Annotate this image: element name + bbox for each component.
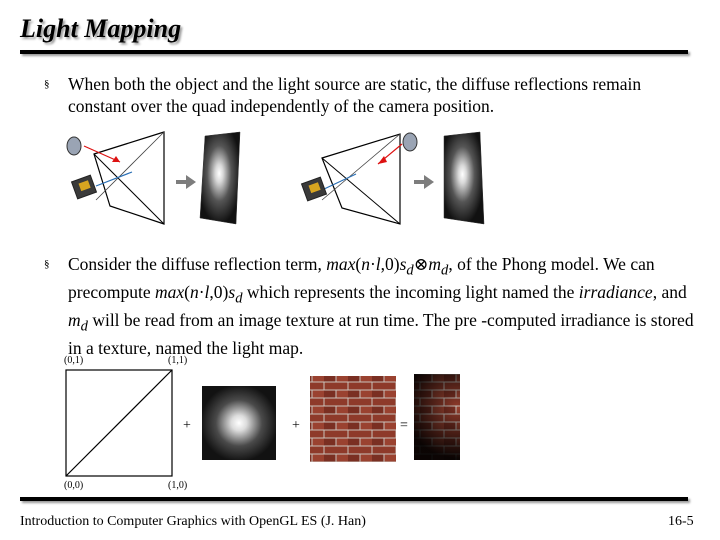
- formula-sub-d: d: [80, 318, 88, 335]
- formula-otimes: ⊗: [413, 254, 429, 274]
- formula-l: l: [375, 254, 381, 274]
- formula-max-1: max: [326, 254, 356, 274]
- lightmap-image: [202, 386, 276, 460]
- brick-texture-image: [310, 376, 396, 462]
- uv-label-00: (0,0): [64, 480, 84, 491]
- text-run: which represents the incoming light named the: [242, 282, 579, 302]
- formula-l: l: [204, 282, 210, 302]
- plus-sign-2: +: [292, 418, 300, 433]
- formula-part: ,0): [380, 254, 400, 274]
- lightmap-texture-2: [444, 132, 484, 224]
- formula-part: (: [355, 254, 362, 274]
- formula-max-2: max: [154, 282, 185, 302]
- text-run: , of the Phong model. We can precompute: [68, 254, 655, 302]
- formula-part: (: [184, 282, 190, 302]
- slide-title: Light Mapping: [20, 14, 182, 43]
- text-run: will be read from an image texture at run time. The pre -computed irradiance is stored in a texture, named the light map.: [68, 310, 694, 358]
- irradiance-term: irradiance: [578, 282, 653, 302]
- lit-brick-result-image: [414, 374, 460, 460]
- text-run: , and: [652, 282, 687, 302]
- static-light-figure: [60, 128, 490, 230]
- lightmap-texture-1: [200, 132, 240, 224]
- formula-n: n: [361, 254, 370, 274]
- uv-label-10: (1,0): [168, 480, 188, 491]
- formula-n: n: [189, 282, 199, 302]
- formula-s: s: [399, 254, 407, 274]
- quad-diagram-left: [67, 132, 164, 224]
- footer-rule: [20, 497, 688, 501]
- text-run: Consider the diffuse reflection term,: [68, 254, 327, 274]
- bullet-1-text: When both the object and the light source are static, the diffuse reflections remain constant over the quad independently of the camera position.: [68, 74, 642, 116]
- equals-sign: =: [400, 418, 408, 433]
- formula-sub-d: d: [406, 262, 414, 279]
- formula-sub-d: d: [235, 290, 243, 307]
- formula-m: m: [68, 310, 81, 330]
- formula-dot: ·: [369, 254, 376, 274]
- title-rule: [20, 50, 688, 54]
- formula-part: ,0): [209, 282, 229, 302]
- formula-dot: ·: [198, 282, 205, 302]
- lightmap-composition-figure: [60, 350, 460, 492]
- uv-label-01: (0,1): [64, 355, 84, 366]
- formula-sub-d: d: [441, 262, 449, 279]
- formula-m: m: [428, 254, 442, 274]
- quad-diagram-right: [302, 133, 417, 224]
- uv-square: [66, 370, 172, 476]
- bullet-2-text: [68, 254, 698, 360]
- bullet-marker: §: [44, 78, 50, 90]
- bullet-marker: §: [44, 258, 50, 270]
- formula-s: s: [228, 282, 236, 302]
- arrow-right-2: [414, 175, 434, 189]
- uv-label-11: (1,1): [168, 355, 188, 366]
- arrow-right-1: [176, 175, 196, 189]
- footer-page-number: 16-5: [668, 514, 694, 529]
- plus-sign-1: +: [183, 418, 191, 433]
- footer-course-title: Introduction to Computer Graphics with OpenGL ES (J. Han): [20, 514, 366, 529]
